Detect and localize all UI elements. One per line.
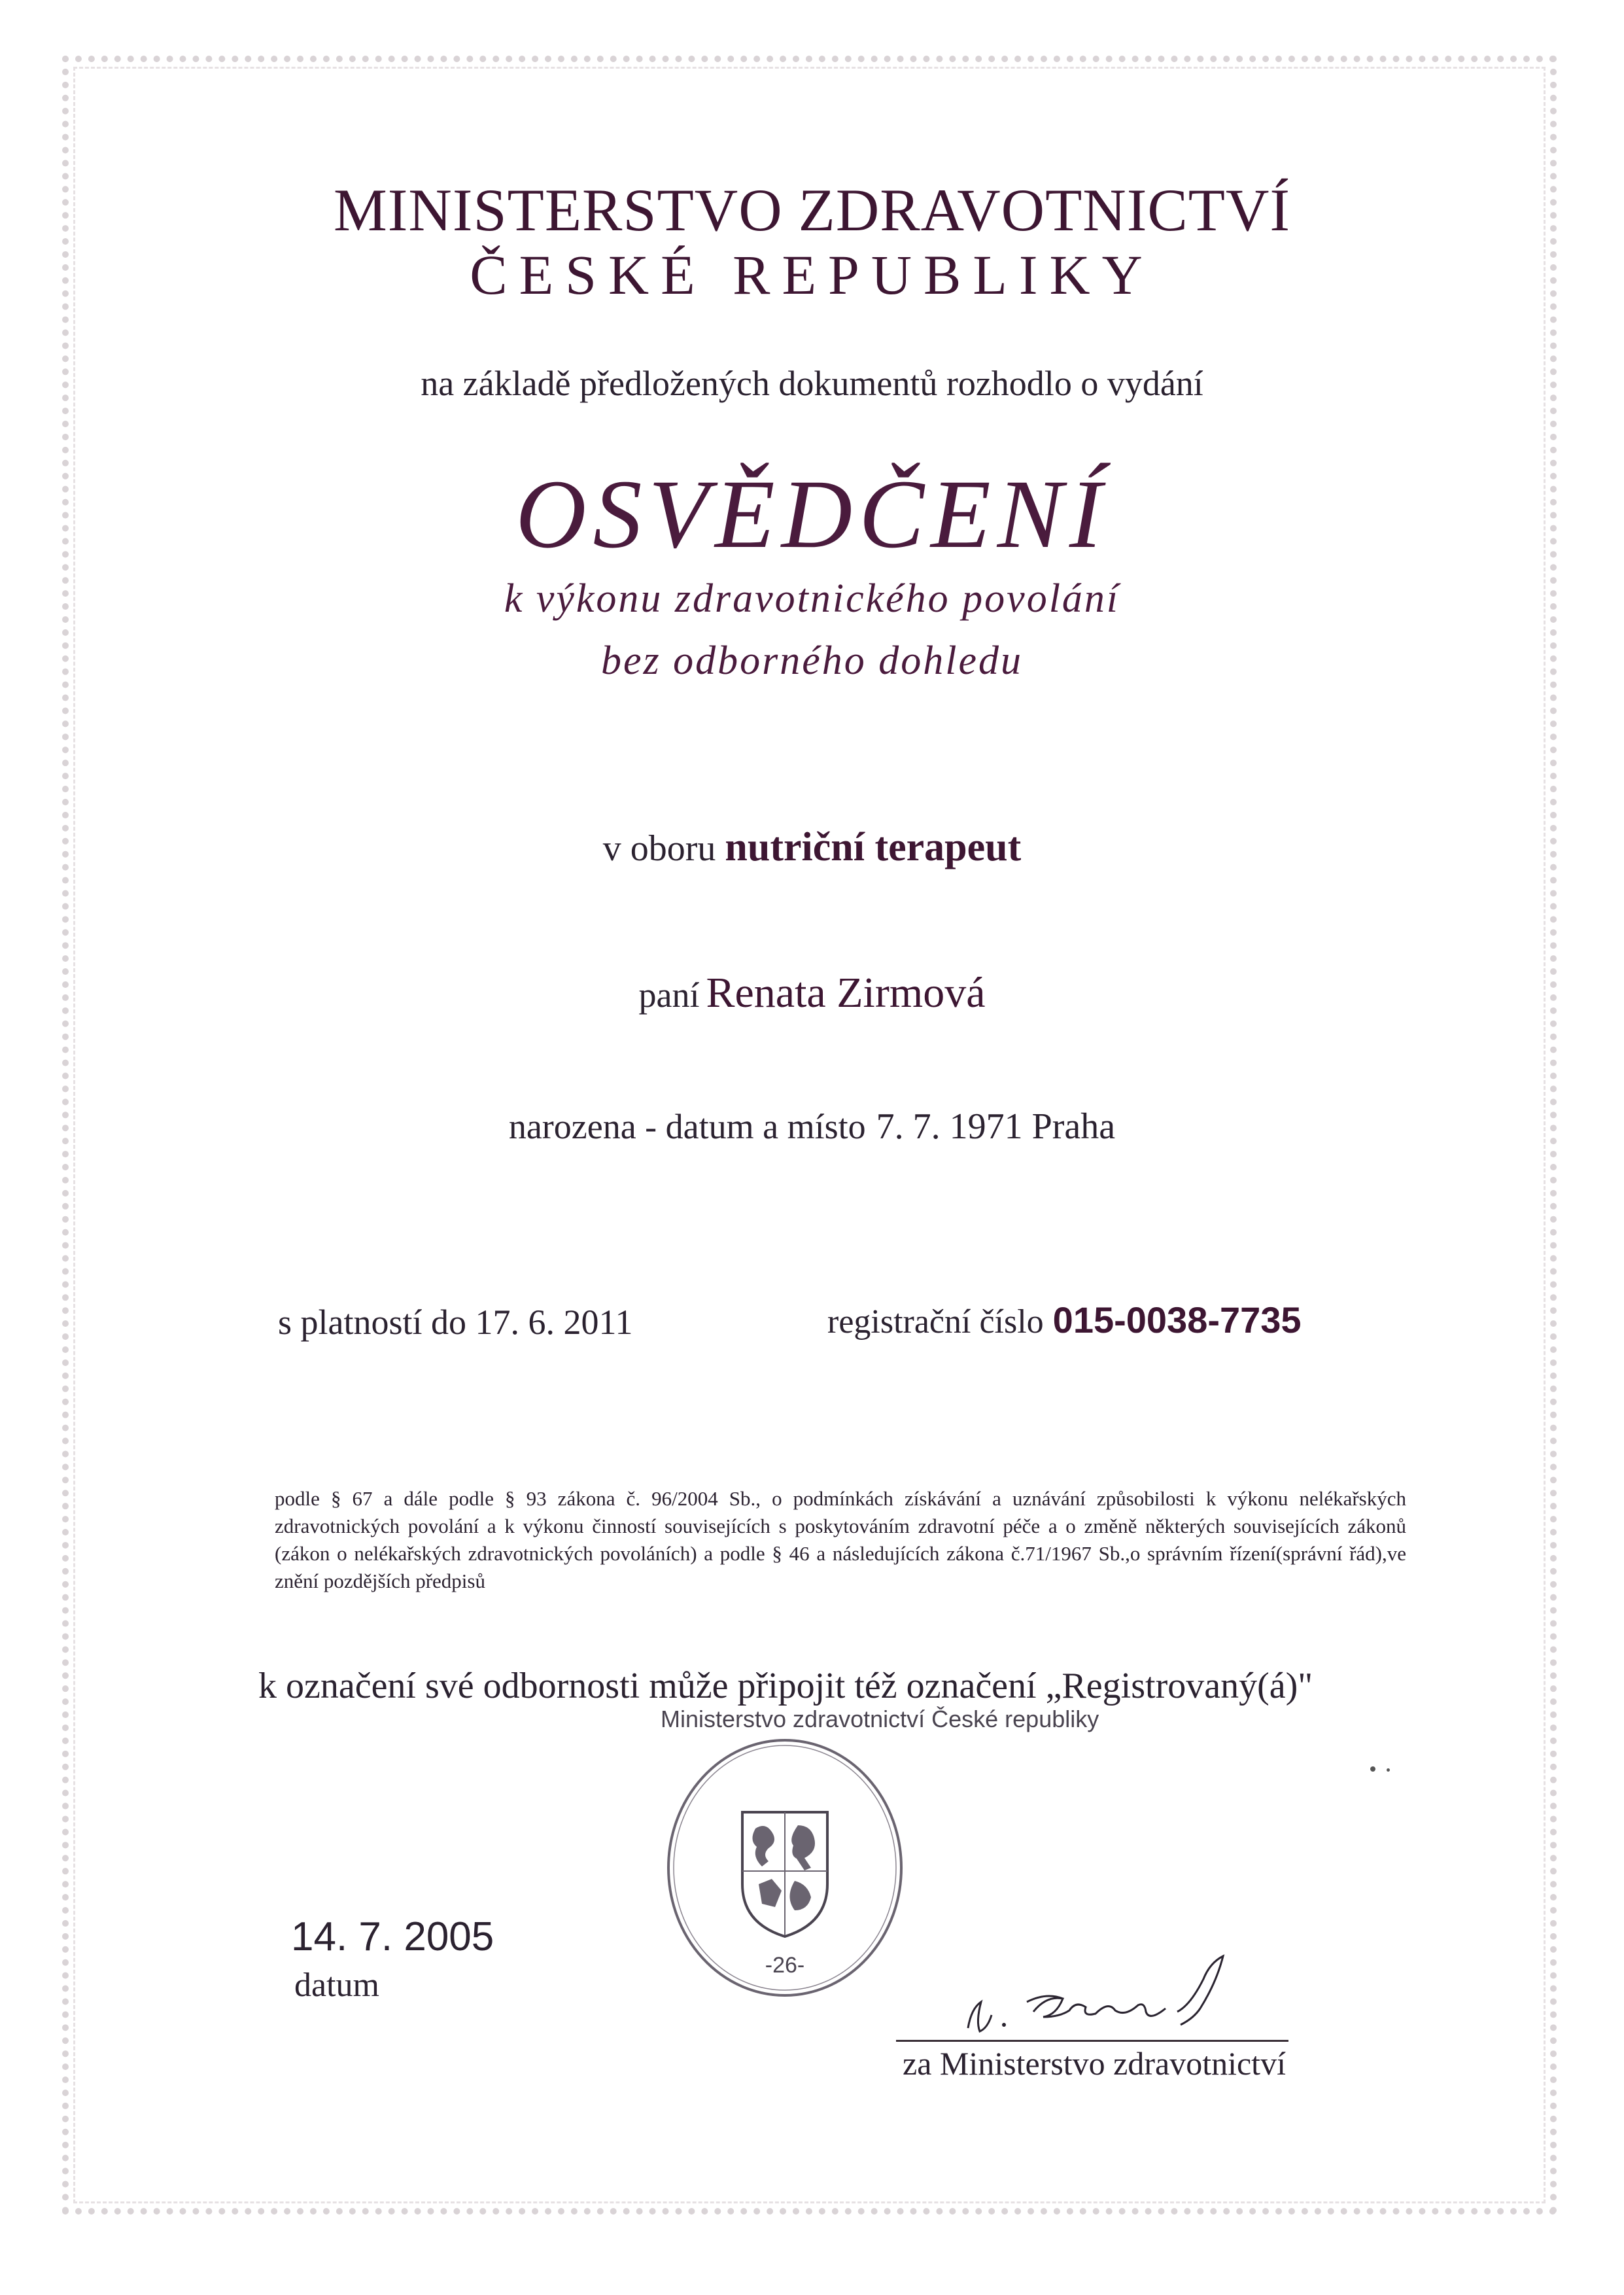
intro-text: na základě předložených dokumentů rozhodlo o vydání bbox=[421, 364, 1203, 403]
signer-label: za Ministerstvo zdravotnictví bbox=[903, 2045, 1286, 2082]
holder-name: Renata Zirmová bbox=[706, 969, 986, 1017]
certificate-title: OSVĚDČENÍ bbox=[515, 460, 1109, 569]
registered-designation-note: k označení své odbornosti může připojit též označení „Registrovaný(á)" bbox=[258, 1666, 1313, 1706]
signature-line bbox=[896, 2040, 1288, 2042]
registration-label: registrační číslo bbox=[827, 1303, 1044, 1340]
birth-label: narozena - datum a místo bbox=[508, 1107, 866, 1146]
issue-date-label: datum bbox=[294, 1967, 379, 2004]
validity-value: 17. 6. 2011 bbox=[475, 1303, 633, 1342]
ink-speck bbox=[1387, 1768, 1390, 1772]
official-stamp bbox=[661, 1706, 1099, 2002]
validity-row bbox=[278, 1302, 633, 1342]
validity-label: s platností do bbox=[278, 1303, 467, 1342]
certificate-subtitle-line2: bez odborného dohledu bbox=[600, 639, 1024, 683]
coat-of-arms-icon bbox=[742, 1812, 827, 1936]
field-label: v oboru bbox=[602, 828, 716, 869]
field-value: nutriční terapeut bbox=[725, 825, 1022, 869]
birth-value: 7. 7. 1971 Praha bbox=[876, 1106, 1116, 1147]
registration-row bbox=[827, 1299, 1302, 1341]
registration-number: 015-0038-7735 bbox=[1052, 1299, 1302, 1340]
birth-row bbox=[0, 1106, 1624, 1148]
issue-date: 14. 7. 2005 bbox=[291, 1914, 494, 1959]
stamp-ring-text: Ministerstvo zdravotnictví České republiky bbox=[661, 1706, 1099, 1732]
ministry-country: ČESKÉ REPUBLIKY bbox=[470, 243, 1154, 306]
holder-salutation: paní bbox=[638, 975, 700, 1015]
ink-speck bbox=[1370, 1766, 1375, 1772]
handwritten-signature bbox=[942, 1950, 1282, 2048]
legal-basis-text: podle § 67 a dále podle § 93 zákona č. 96/2004 Sb., o podmínkách získávání a uznávání způsobilosti k výkonu nelékařských zdravotnických povolání a k výkonu činností souvisejících s poskytováním zdravotní péče a o změně některých souvisejících zákonů (zákon o nelékařských zdravotnických povoláních) a podle § 46 a následujících zákona č.71/1967 Sb.,o správním řízení(správní řád),ve znění pozdějších předpisů bbox=[275, 1487, 1406, 1592]
certificate-subtitle-line1: k výkonu zdravotnického povolání bbox=[504, 576, 1120, 621]
stamp-number: -26- bbox=[765, 1953, 805, 1978]
field-row bbox=[0, 824, 1624, 871]
holder-row bbox=[0, 968, 1624, 1018]
ministry-name: MINISTERSTVO ZDRAVOTNICTVÍ bbox=[333, 177, 1291, 243]
